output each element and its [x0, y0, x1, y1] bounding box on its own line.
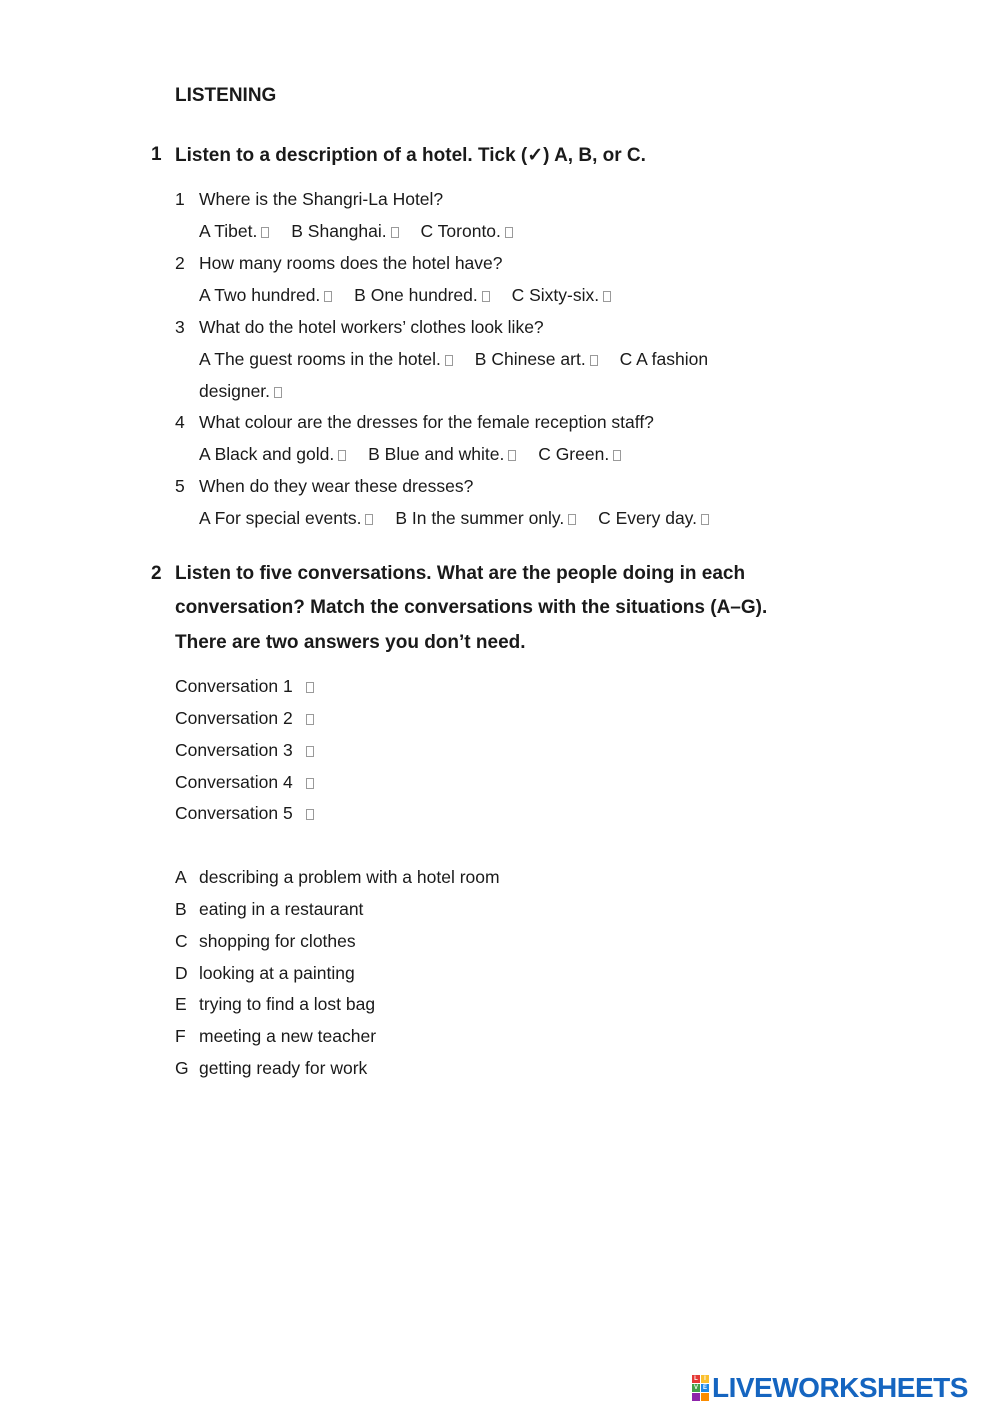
tick-box[interactable]: [324, 291, 332, 302]
tick-box[interactable]: [338, 450, 346, 461]
exercise-2-number: 2: [151, 563, 162, 584]
option-label: A The guest rooms in the hotel.: [199, 349, 441, 369]
conversation-item: [175, 772, 314, 793]
option-label: C Sixty-six.: [511, 285, 600, 305]
tick-box[interactable]: [391, 227, 399, 238]
option-row: [199, 349, 708, 370]
logo-mark-icon: [692, 1375, 709, 1401]
situation-letter: B: [175, 899, 187, 919]
situation-text: meeting a new teacher: [199, 1026, 377, 1046]
question-text: What do the hotel workers’ clothes look like?: [199, 317, 544, 337]
question-text: How many rooms does the hotel have?: [199, 253, 503, 273]
answer-box[interactable]: [306, 809, 314, 820]
tick-box[interactable]: [445, 355, 453, 366]
question-number: 5: [175, 476, 185, 496]
question-number: 1: [175, 189, 185, 209]
tick-box[interactable]: [508, 450, 516, 461]
option-label: C Green.: [538, 444, 610, 464]
conversation-label: Conversation 3: [175, 740, 293, 760]
logo-mark-cell: E: [702, 1385, 707, 1391]
situation-text: eating in a restaurant: [199, 899, 364, 919]
option-label: C A fashion: [619, 349, 709, 369]
logo-mark-cell: [701, 1393, 709, 1401]
liveworksheets-logo[interactable]: [692, 1373, 968, 1403]
exercise-2-instruction-line: conversation? Match the conversations with the situations (A–G).: [175, 597, 768, 618]
question-text: Where is the Shangri-La Hotel?: [199, 189, 444, 209]
option-label: A Tibet.: [199, 221, 258, 241]
option-label: B One hundred.: [354, 285, 478, 305]
tick-box[interactable]: [482, 291, 490, 302]
option-label: A Two hundred.: [199, 285, 321, 305]
logo-mark-cell: I: [701, 1375, 709, 1383]
logo-mark-cell: L: [692, 1375, 700, 1383]
tick-box[interactable]: [603, 291, 611, 302]
tick-box[interactable]: [568, 514, 576, 525]
exercise-2-instruction-line: There are two answers you don’t need.: [175, 632, 526, 653]
answer-box[interactable]: [306, 746, 314, 757]
logo-mark-cell: [692, 1393, 700, 1401]
tick-box[interactable]: [590, 355, 598, 366]
answer-box[interactable]: [306, 682, 314, 693]
exercise-1-instruction: Listen to a description of a hotel. Tick (✓) A, B, or C.: [175, 145, 646, 166]
conversation-item: [175, 676, 314, 697]
option-label: B In the summer only.: [395, 508, 565, 528]
exercise-2-instruction-line: Listen to five conversations. What are the people doing in each: [175, 563, 746, 584]
tick-box[interactable]: [274, 387, 282, 398]
situation-text: describing a problem with a hotel room: [199, 867, 500, 887]
option-label: designer.: [199, 381, 271, 401]
question-text: When do they wear these dresses?: [199, 476, 474, 496]
option-label: B Chinese art.: [474, 349, 586, 369]
situation-text: getting ready for work: [199, 1058, 368, 1078]
situation-text: shopping for clothes: [199, 931, 356, 951]
conversation-label: Conversation 4: [175, 772, 293, 792]
option-row: [199, 221, 513, 242]
situation-text: looking at a painting: [199, 963, 355, 983]
situation-letter: G: [175, 1058, 189, 1078]
option-row: [199, 508, 709, 529]
situation-letter: D: [175, 963, 188, 983]
tick-box[interactable]: [505, 227, 513, 238]
conversation-item: [175, 708, 314, 729]
conversation-label: Conversation 5: [175, 803, 293, 823]
logo-mark-cell: V: [693, 1385, 698, 1391]
option-label: A For special events.: [199, 508, 362, 528]
conversation-item: [175, 803, 314, 824]
situation-letter: C: [175, 931, 188, 951]
conversation-item: [175, 740, 314, 761]
question-text: What colour are the dresses for the female reception staff?: [199, 412, 654, 432]
option-label: B Blue and white.: [368, 444, 505, 464]
situation-text: trying to find a lost bag: [199, 994, 376, 1014]
option-continuation: [199, 381, 282, 402]
tick-box[interactable]: [701, 514, 709, 525]
answer-box[interactable]: [306, 714, 314, 725]
tick-box[interactable]: [365, 514, 373, 525]
option-row: [199, 444, 621, 465]
option-label: C Toronto.: [420, 221, 501, 241]
question-number: 4: [175, 412, 185, 432]
option-label: B Shanghai.: [291, 221, 387, 241]
conversation-label: Conversation 1: [175, 676, 293, 696]
conversation-label: Conversation 2: [175, 708, 293, 728]
exercise-1-number: 1: [151, 144, 162, 165]
question-number: 2: [175, 253, 185, 273]
option-row: [199, 285, 611, 306]
situation-letter: F: [175, 1026, 186, 1046]
tick-box[interactable]: [261, 227, 269, 238]
situation-letter: A: [175, 867, 187, 887]
option-label: A Black and gold.: [199, 444, 335, 464]
section-title: LISTENING: [175, 85, 277, 106]
situation-letter: E: [175, 994, 187, 1014]
logo-text: LIVEWORKSHEETS: [712, 1372, 968, 1403]
answer-box[interactable]: [306, 778, 314, 789]
tick-box[interactable]: [613, 450, 621, 461]
question-number: 3: [175, 317, 185, 337]
option-label: C Every day.: [598, 508, 697, 528]
